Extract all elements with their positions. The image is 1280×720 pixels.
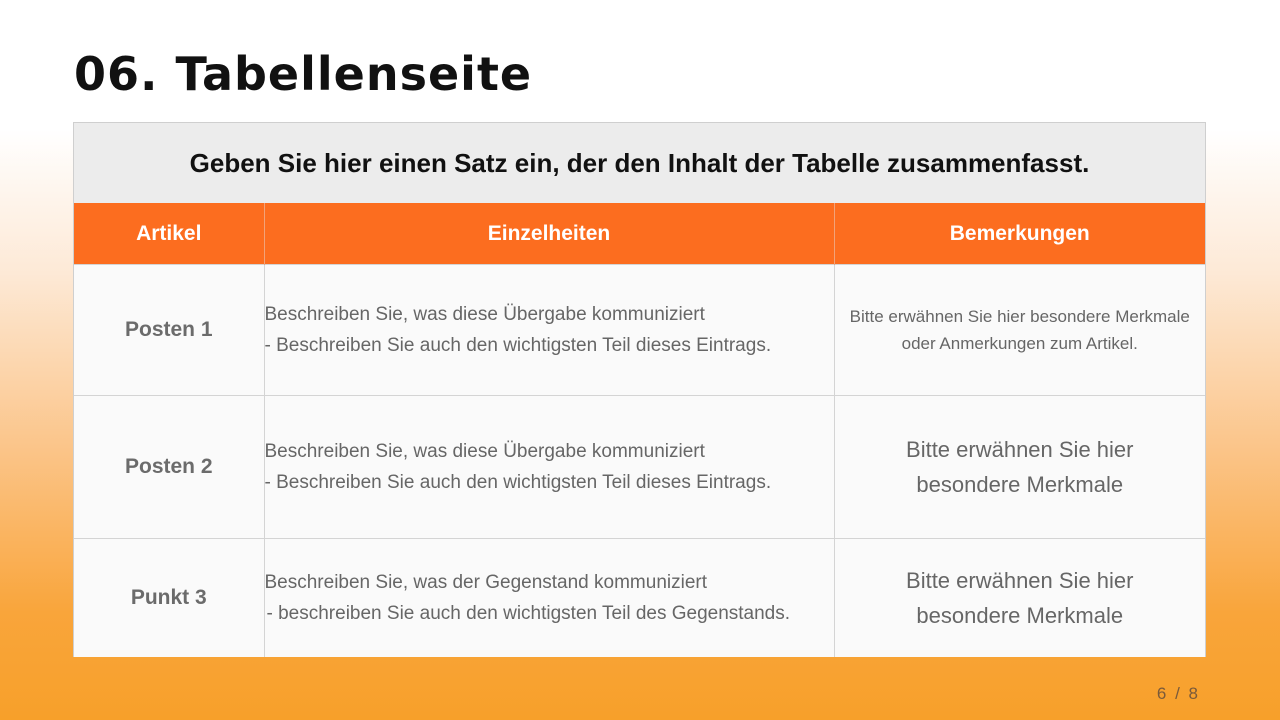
remarks-line-2: oder Anmerkungen zum Artikel. — [901, 334, 1138, 353]
details-line-1: Beschreiben Sie, was diese Übergabe kommuniziert — [264, 441, 705, 462]
data-table — [74, 203, 1205, 657]
page-number: 6 / 8 — [1156, 684, 1200, 703]
details-line-2: - beschreiben Sie auch den wichtigsten Teil des Gegenstands. — [266, 602, 791, 624]
remarks-line-1: Bitte erwähnen Sie hier — [906, 567, 1134, 593]
item-cell: Posten 2 — [74, 396, 264, 539]
header-einzelheiten: Einzelheiten — [264, 203, 834, 265]
details-line-2: - Beschreiben Sie auch den wichtigsten Teil dieses Eintrags. — [264, 472, 772, 493]
remarks-cell — [834, 539, 1205, 657]
details-line-1: Beschreiben Sie, was der Gegenstand kommuniziert — [264, 571, 708, 593]
details-cell — [264, 396, 834, 539]
remarks-cell — [834, 396, 1205, 539]
details-line-1: Beschreiben Sie, was diese Übergabe kommuniziert — [264, 304, 705, 325]
table-row — [74, 539, 1205, 657]
details-cell — [264, 539, 834, 657]
table-row — [74, 396, 1205, 539]
table-row — [74, 265, 1205, 396]
table-header-row — [74, 203, 1205, 265]
item-cell: Punkt 3 — [74, 539, 264, 657]
remarks-line-1: Bitte erwähnen Sie hier — [906, 437, 1134, 462]
remarks-line-2: besondere Merkmale — [916, 602, 1124, 628]
header-artikel: Artikel — [74, 203, 264, 265]
header-bemerkungen: Bemerkungen — [834, 203, 1205, 265]
remarks-cell — [834, 265, 1205, 396]
item-cell: Posten 1 — [74, 265, 264, 396]
details-line-2: - Beschreiben Sie auch den wichtigsten Teil dieses Eintrags. — [264, 335, 772, 356]
table-card — [73, 122, 1206, 657]
table-summary: Geben Sie hier einen Satz ein, der den Inhalt der Tabelle zusammenfasst. — [74, 123, 1205, 203]
slide-title: 06. Tabellenseite — [74, 47, 533, 101]
remarks-line-2: besondere Merkmale — [916, 472, 1124, 497]
remarks-line-1: Bitte erwähnen Sie hier besondere Merkmale — [849, 307, 1190, 326]
details-cell — [264, 265, 834, 396]
